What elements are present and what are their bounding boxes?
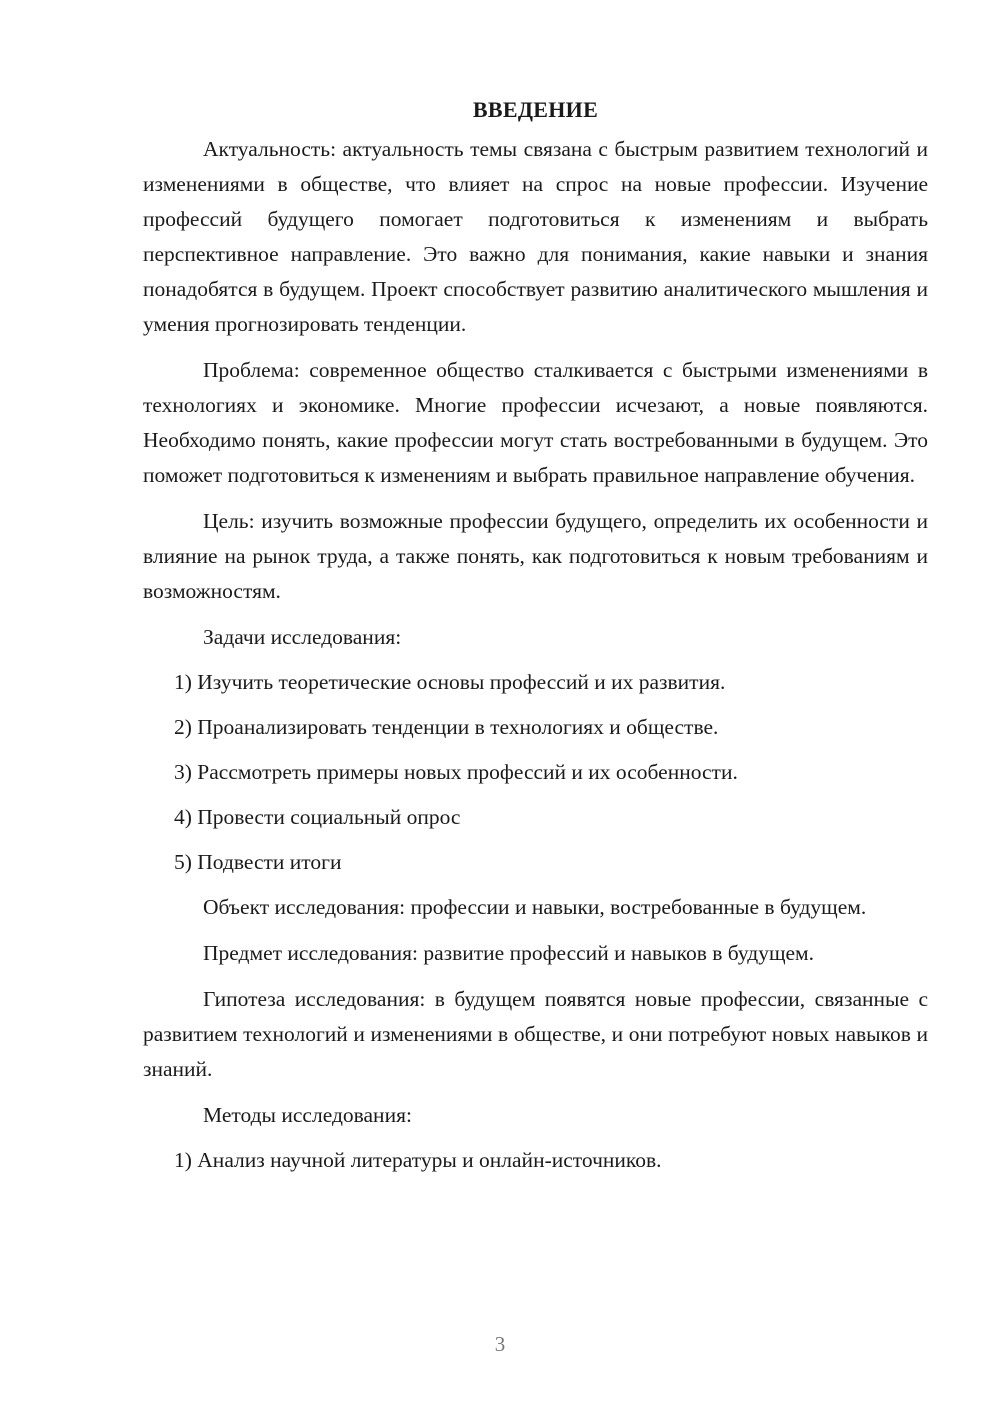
task-item-2: 2) Проанализировать тенденции в технологиях и обществе.	[174, 715, 719, 739]
task-item-1: 1) Изучить теоретические основы профессий и их развития.	[174, 670, 726, 694]
relevance-paragraph: Актуальность: актуальность темы связана с быстрым развитием технологий и изменениями в обществе, что влияет на спрос на новые профессии. Изучение профессий будущего помогает подготовиться к изменениям и выбрать перспективное направление. Это важно для понимания, какие навыки и знания понадобятся в будущем. Проект способствует развитию аналитического мышления и умения прогнозировать тенденции.	[143, 137, 928, 336]
hypothesis-paragraph: Гипотеза исследования: в будущем появятся новые профессии, связанные с развитием технологий и изменениями в обществе, и они потребуют новых навыков и знаний.	[143, 987, 928, 1081]
task-item-4: 4) Провести социальный опрос	[174, 805, 461, 829]
subject-paragraph: Предмет исследования: развитие профессий и навыков в будущем.	[203, 941, 815, 965]
page-number: 3	[494, 1332, 506, 1356]
section-heading: ВВЕДЕНИЕ	[472, 97, 599, 122]
document-page	[143, 92, 928, 1188]
methods-title: Методы исследования:	[203, 1103, 412, 1127]
problem-paragraph: Проблема: современное общество сталкивается с быстрыми изменениями в технологиях и экономике. Многие профессии исчезают, а новые появляются. Необходимо понять, какие профессии могут стать востребованными в будущем. Это поможет подготовиться к изменениям и выбрать правильное направление обучения.	[143, 358, 928, 487]
task-item-3: 3) Рассмотреть примеры новых профессий и их особенности.	[174, 760, 738, 784]
object-paragraph: Объект исследования: профессии и навыки, востребованные в будущем.	[203, 895, 867, 919]
method-item-1: 1) Анализ научной литературы и онлайн-источников.	[174, 1148, 662, 1172]
tasks-title: Задачи исследования:	[203, 625, 402, 649]
goal-paragraph: Цель: изучить возможные профессии будущего, определить их особенности и влияние на рынок труда, а также понять, как подготовиться к новым требованиям и возможностям.	[143, 509, 928, 603]
task-item-5: 5) Подвести итоги	[174, 850, 342, 874]
